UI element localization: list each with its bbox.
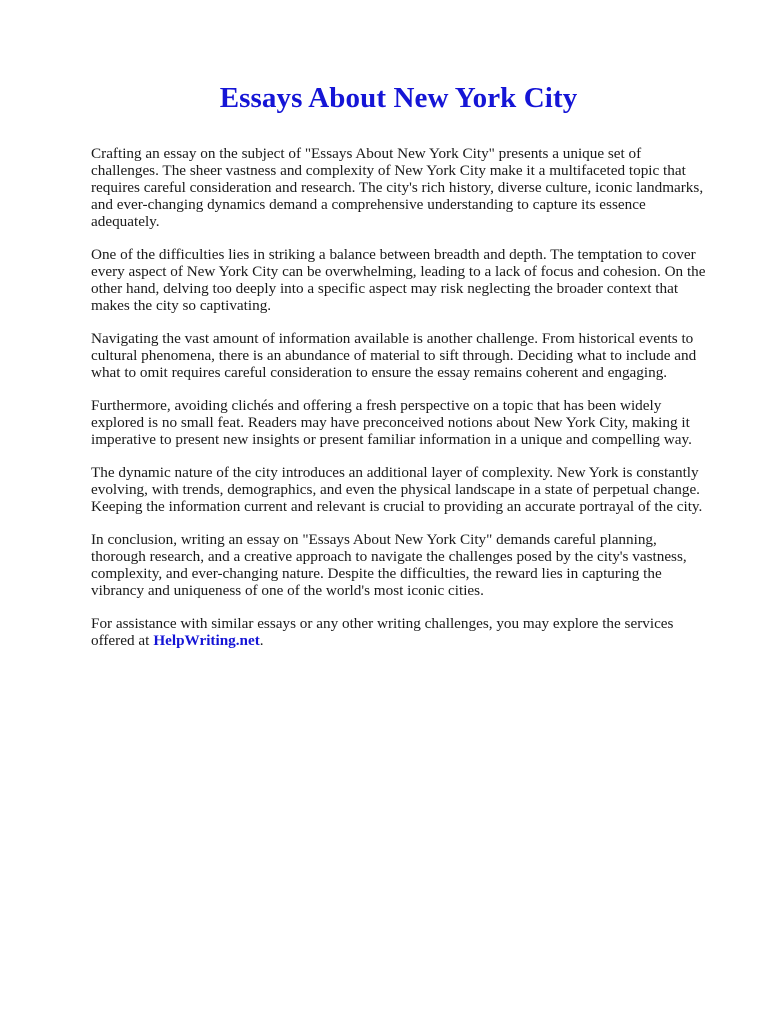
paragraph-1: Crafting an essay on the subject of "Essays About New York City" presents a unique set of challenges. The sheer vastness and complexity of New York City make it a multifaceted topic that requires careful consideration and research. The city's rich history, diverse culture, iconic landmarks, and ever-changing dynamics demand a comprehensive understanding to capture its essence adequately. — [91, 145, 704, 230]
closing-suffix: . — [259, 632, 264, 649]
helpwriting-link[interactable]: HelpWriting.net — [153, 632, 260, 649]
document-title: Essays About New York City — [219, 82, 578, 114]
document-body — [91, 145, 706, 649]
paragraph-5: The dynamic nature of the city introduces an additional layer of complexity. New York is constantly evolving, with trends, demographics, and even the physical landscape in a state of perpetual change. Keeping the information current and relevant is crucial to providing an accurate portrayal of the city. — [91, 464, 703, 515]
closing-paragraph — [91, 615, 706, 649]
closing-text: For assistance with similar essays or any other writing challenges, you may explore the services offered at — [91, 615, 674, 649]
paragraph-6: In conclusion, writing an essay on "Essays About New York City" demands careful planning, thorough research, and a creative approach to navigate the challenges posed by the city's vastness, complexity, and ever-changing nature. Despite the difficulties, the reward lies in capturing the vibrancy and uniqueness of one of the world's most iconic cities. — [91, 531, 687, 599]
paragraph-4: Furthermore, avoiding clichés and offering a fresh perspective on a topic that has been widely explored is no small feat. Readers may have preconceived notions about New York City, making it imperative to present new insights or present familiar information in a unique and compelling way. — [91, 397, 692, 448]
paragraph-3: Navigating the vast amount of information available is another challenge. From historical events to cultural phenomena, there is an abundance of material to sift through. Deciding what to include and what to omit requires careful consideration to ensure the essay remains coherent and engaging. — [91, 330, 697, 381]
paragraph-2: One of the difficulties lies in striking a balance between breadth and depth. The temptation to cover every aspect of New York City can be overwhelming, leading to a lack of focus and cohesion. On the other hand, delving too deeply into a specific aspect may risk neglecting the broader context that makes the city so captivating. — [91, 246, 706, 314]
